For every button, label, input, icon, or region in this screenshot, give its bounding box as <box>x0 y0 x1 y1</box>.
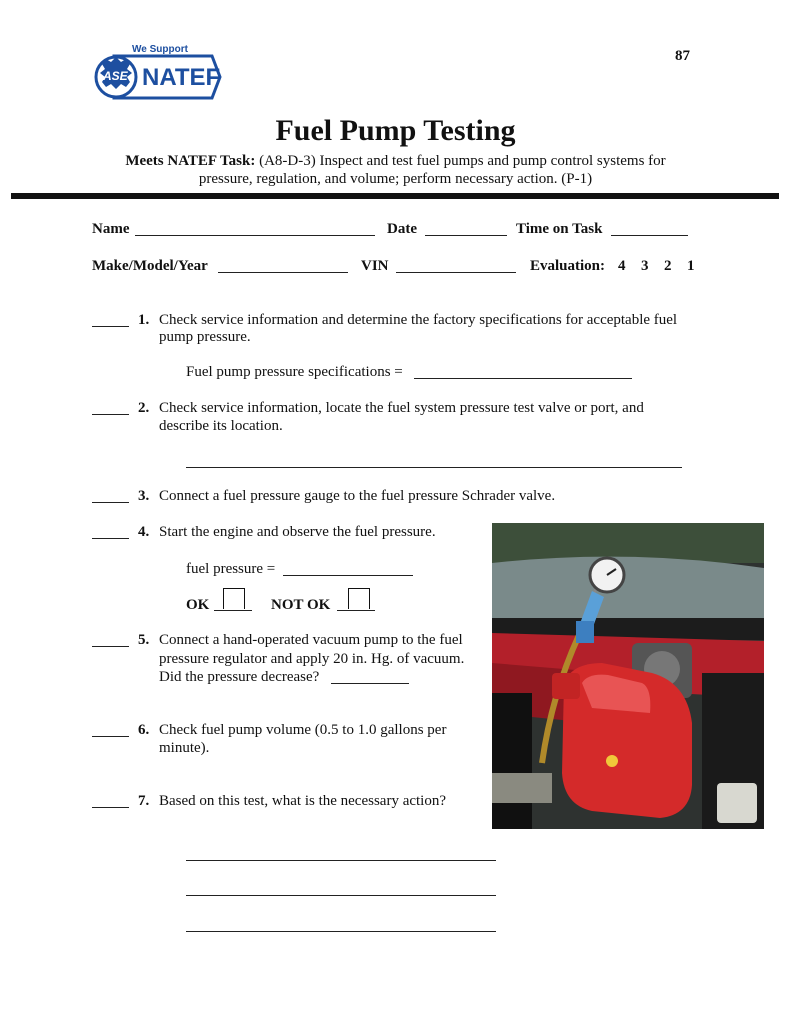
evaluation-score-4[interactable]: 4 <box>618 258 626 274</box>
step-7-answer-line-1[interactable] <box>186 860 496 861</box>
task-description-2: pressure, regulation, and volume; perform necessary action. (P-1) <box>198 171 593 187</box>
step-2-answer-field[interactable] <box>186 467 682 468</box>
fuel-pump-spec-label: Fuel pump pressure specifications = <box>186 364 403 380</box>
step-2-text-line-1: Check service information, locate the fuel system pressure test valve or port, and <box>159 400 644 416</box>
step-2-text-line-2: describe its location. <box>159 418 283 434</box>
step-3-check-blank[interactable] <box>92 502 129 503</box>
logo-badge-text: ASE <box>103 69 128 83</box>
step-3-text-line-1: Connect a fuel pressure gauge to the fuel pressure Schrader valve. <box>159 488 556 504</box>
step-5-text-line-2: pressure regulator and apply 20 in. Hg. of vacuum. <box>159 651 465 667</box>
step-4-number: 4. <box>138 524 150 540</box>
evaluation-score-1[interactable]: 1 <box>687 258 695 274</box>
evaluation-score-2[interactable]: 2 <box>664 258 672 274</box>
time-on-task-label: Time on Task <box>516 221 603 237</box>
task-description-1: (A8-D-3) Inspect and test fuel pumps and pump control systems for <box>259 153 666 169</box>
name-field[interactable] <box>135 235 375 236</box>
vin-label: VIN <box>361 258 389 274</box>
time-on-task-field[interactable] <box>611 235 688 236</box>
not-ok-label: NOT OK <box>271 597 331 613</box>
task-label: Meets NATEF Task: <box>125 153 256 169</box>
step-1-text-line-2: pump pressure. <box>159 329 251 345</box>
step-2-check-blank[interactable] <box>92 414 129 415</box>
logo-top-text: We Support <box>132 44 188 55</box>
not-ok-checkbox[interactable] <box>348 588 370 609</box>
fuel-pressure-label: fuel pressure = <box>186 561 276 577</box>
logo-main-text: NATEF <box>142 64 221 91</box>
not-ok-underline <box>337 610 375 611</box>
step-5-text-line-3: Did the pressure decrease? <box>159 669 320 685</box>
step-2-number: 2. <box>138 400 150 416</box>
name-label: Name <box>92 221 130 237</box>
step-1-number: 1. <box>138 312 150 328</box>
step-7-text-line-1: Based on this test, what is the necessary action? <box>159 793 447 809</box>
step-6-text-line-2: minute). <box>159 740 210 756</box>
step-5-number: 5. <box>138 632 150 648</box>
date-field[interactable] <box>425 235 507 236</box>
step-7-number: 7. <box>138 793 150 809</box>
make-model-year-label: Make/Model/Year <box>92 258 208 274</box>
header-divider <box>11 193 779 199</box>
step-6-check-blank[interactable] <box>92 736 129 737</box>
fuel-pressure-gauge-photo-graphic <box>492 523 764 829</box>
task-line-1 <box>60 152 731 170</box>
step-7-answer-line-2[interactable] <box>186 895 496 896</box>
ok-underline <box>214 610 252 611</box>
page-title: Fuel Pump Testing <box>275 114 516 147</box>
vin-field[interactable] <box>396 272 516 273</box>
fuel-pump-spec-field[interactable] <box>414 378 632 379</box>
evaluation-score-3[interactable]: 3 <box>641 258 649 274</box>
step-5-check-blank[interactable] <box>92 646 129 647</box>
page-number: 87 <box>675 48 690 64</box>
step-6-text-line-1: Check fuel pump volume (0.5 to 1.0 gallons per <box>159 722 447 738</box>
step-7-answer-line-3[interactable] <box>186 931 496 932</box>
step-5-answer-field[interactable] <box>331 683 409 684</box>
step-4-check-blank[interactable] <box>92 538 129 539</box>
step-1-text-line-1: Check service information and determine the factory specifications for acceptable fuel <box>159 312 678 328</box>
ok-label: OK <box>186 597 210 613</box>
step-1-check-blank[interactable] <box>92 326 129 327</box>
step-5-text-line-1: Connect a hand-operated vacuum pump to the fuel <box>159 632 463 648</box>
step-4-text-line-1: Start the engine and observe the fuel pressure. <box>159 524 436 540</box>
fuel-pressure-gauge-photo <box>492 523 764 829</box>
step-6-number: 6. <box>138 722 150 738</box>
make-model-year-field[interactable] <box>218 272 348 273</box>
ok-checkbox[interactable] <box>223 588 245 609</box>
step-3-number: 3. <box>138 488 150 504</box>
natef-logo <box>92 44 222 110</box>
evaluation-label: Evaluation: <box>530 258 606 274</box>
fuel-pressure-field[interactable] <box>283 575 413 576</box>
step-7-check-blank[interactable] <box>92 807 129 808</box>
date-label: Date <box>387 221 417 237</box>
